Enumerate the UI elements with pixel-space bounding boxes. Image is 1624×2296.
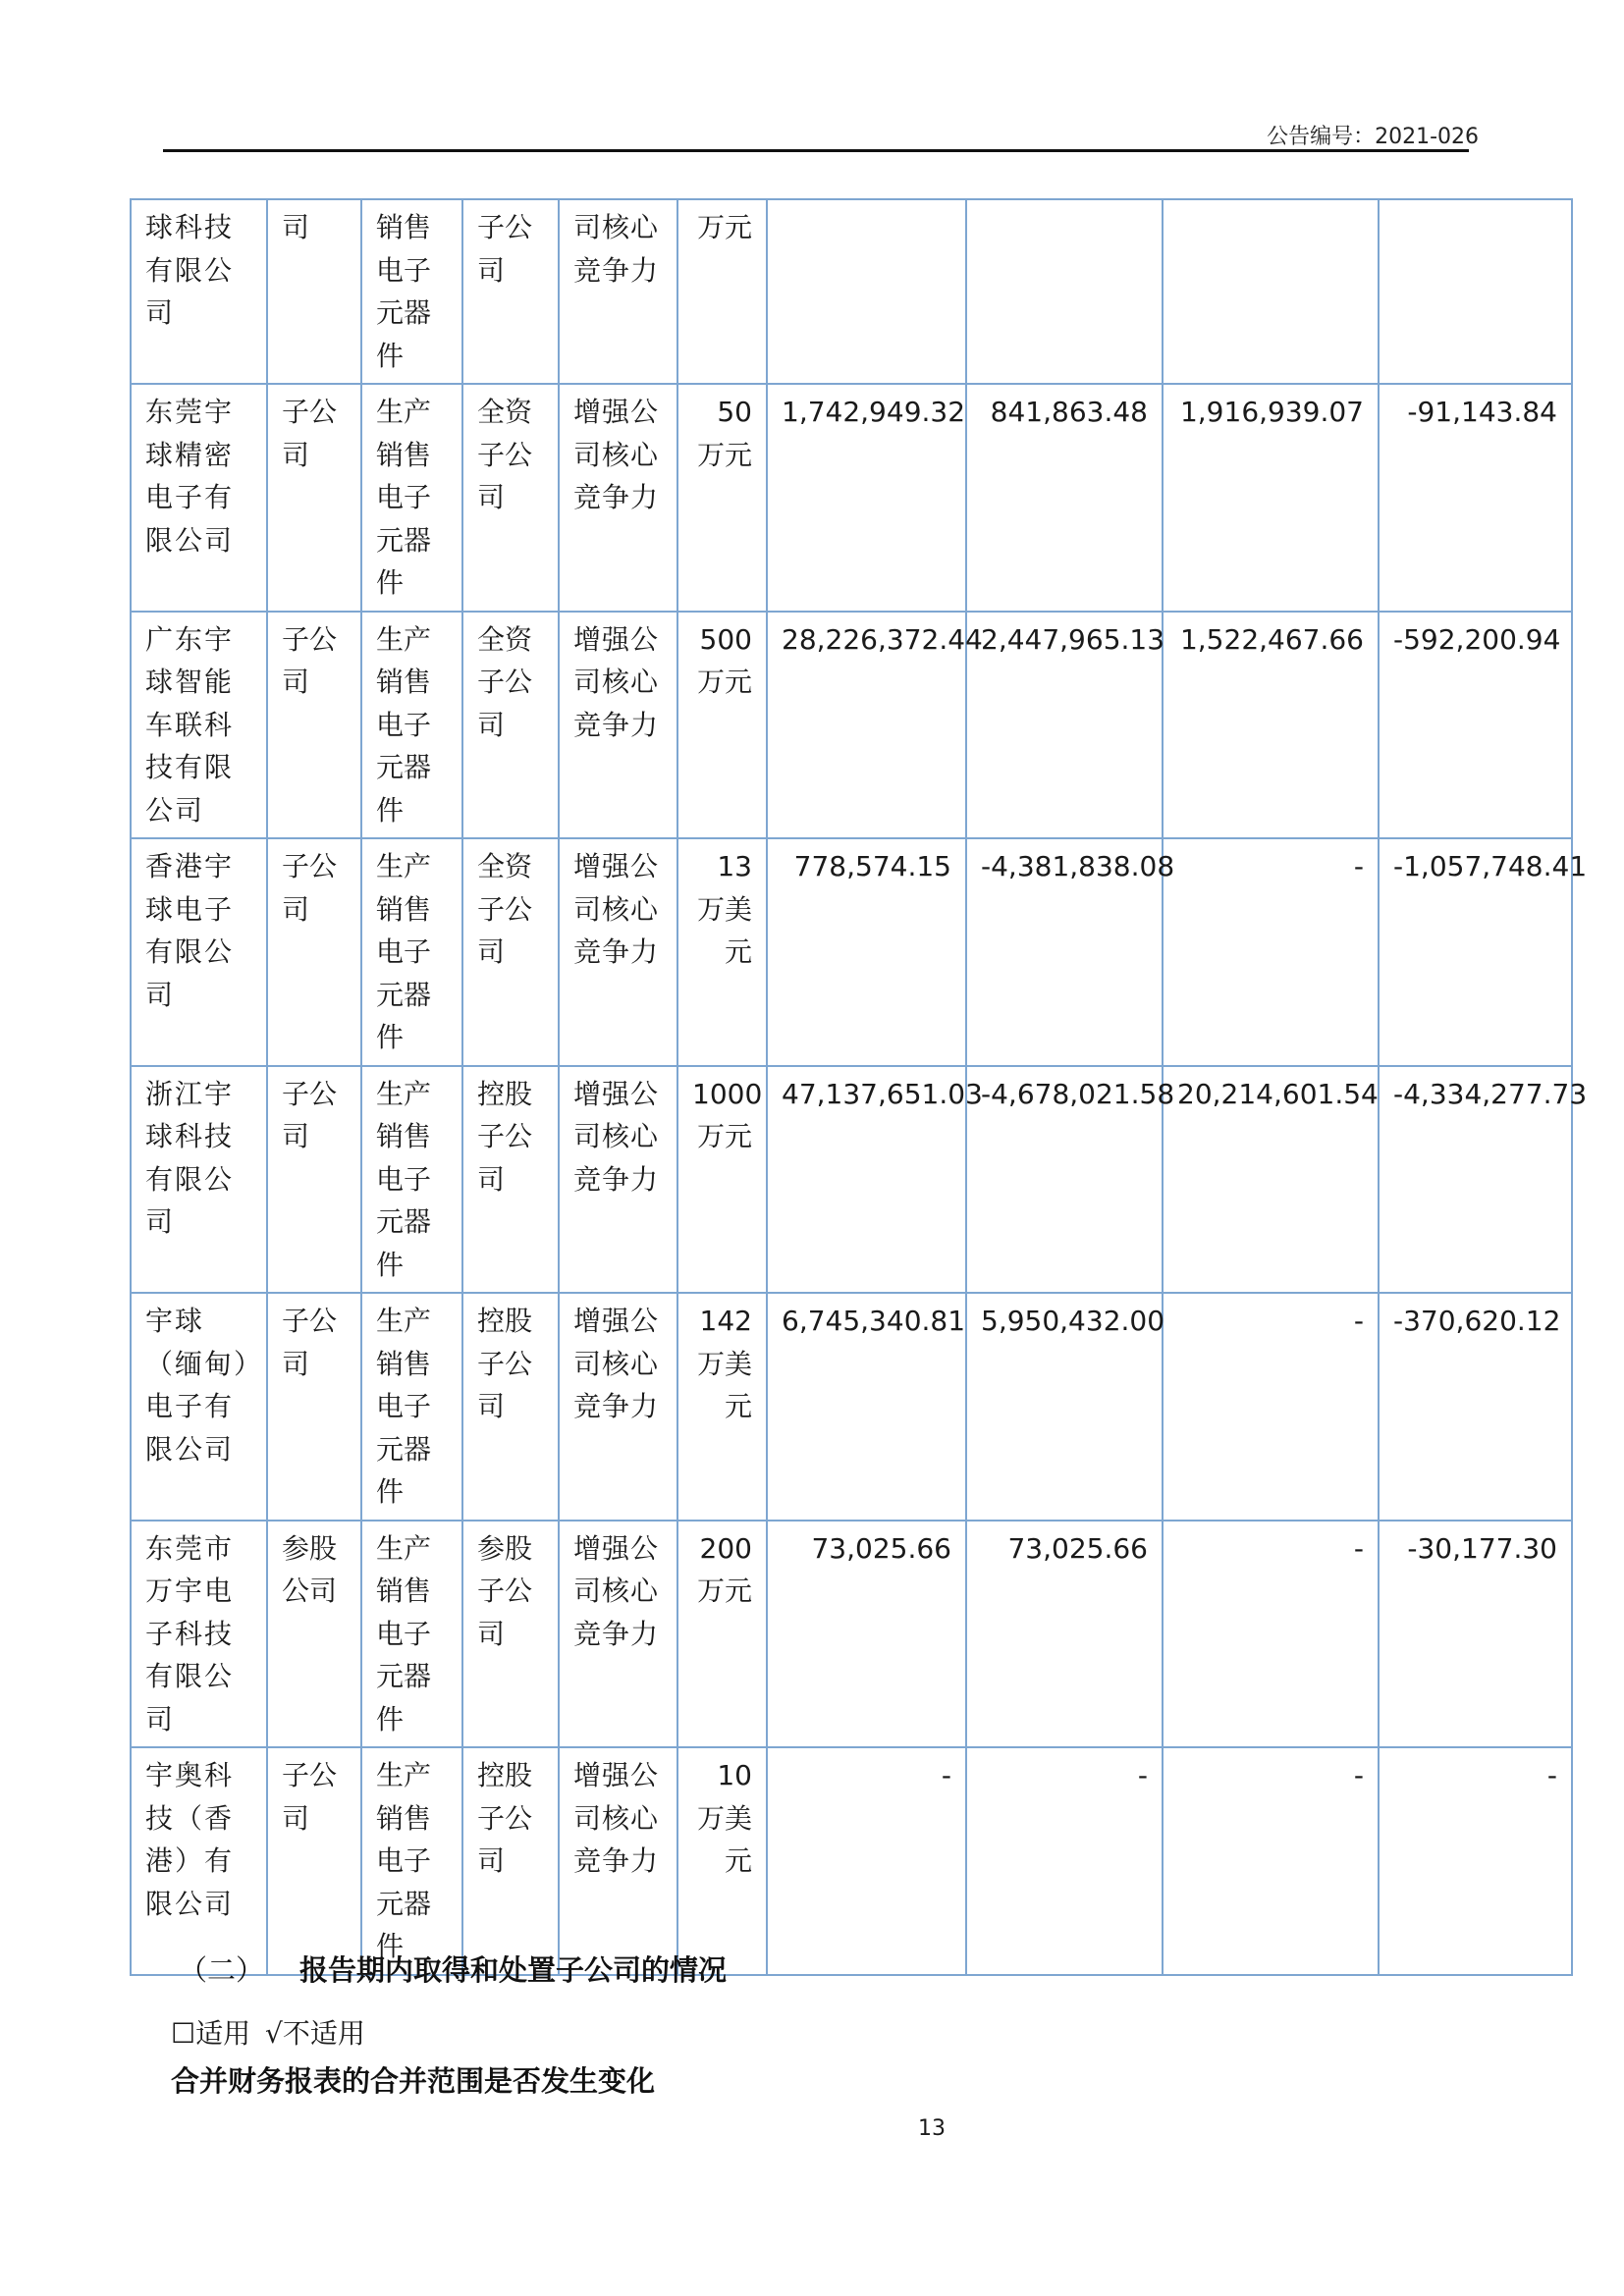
- holding-type-cell: 全资子公司: [462, 384, 559, 612]
- announcement-number: 公告编号：2021-026: [1267, 125, 1479, 149]
- company-name-cell: 宇球（缅甸）电子有限公司: [131, 1293, 267, 1521]
- holding-type-cell: 子公司: [462, 199, 559, 384]
- net-assets-cell: -: [966, 1747, 1163, 1975]
- registered-capital-cell: 1000万元: [677, 1066, 767, 1294]
- header-divider: [163, 149, 1469, 152]
- relation-type-cell: 参股公司: [267, 1521, 361, 1748]
- registered-capital-cell: 500万元: [677, 612, 767, 839]
- section-number: （二）: [179, 1953, 265, 1987]
- total-assets-cell: 778,574.15: [767, 838, 966, 1066]
- registered-capital-cell: 13万美元: [677, 838, 767, 1066]
- net-assets-cell: 5,950,432.00: [966, 1293, 1163, 1521]
- net-profit-cell: -: [1379, 1747, 1572, 1975]
- holding-type-cell: 全资子公司: [462, 838, 559, 1066]
- consolidation-question: 合并财务报表的合并范围是否发生变化: [171, 2064, 656, 2098]
- revenue-cell: -: [1163, 838, 1379, 1066]
- purpose-cell: 增强公司核心竞争力: [559, 1521, 677, 1748]
- relation-type-cell: 子公司: [267, 1747, 361, 1975]
- net-profit-cell: -4,334,277.73: [1379, 1066, 1572, 1294]
- table-row: [131, 838, 1572, 1066]
- relation-type-cell: 子公司: [267, 612, 361, 839]
- table-row: [131, 1521, 1572, 1748]
- purpose-cell: 增强公司核心竞争力: [559, 838, 677, 1066]
- page-number: 13: [918, 2116, 946, 2141]
- net-profit-cell: -1,057,748.41: [1379, 838, 1572, 1066]
- total-assets-cell: 28,226,372.44: [767, 612, 966, 839]
- net-profit-cell: -91,143.84: [1379, 384, 1572, 612]
- company-name-cell: 东莞宇球精密电子有限公司: [131, 384, 267, 612]
- revenue-cell: 20,214,601.54: [1163, 1066, 1379, 1294]
- business-cell: 生产销售电子元器件: [361, 838, 462, 1066]
- section-title: 报告期内取得和处置子公司的情况: [299, 1953, 728, 1987]
- net-profit-cell: [1379, 199, 1572, 384]
- total-assets-cell: 73,025.66: [767, 1521, 966, 1748]
- relation-type-cell: 司: [267, 199, 361, 384]
- company-name-cell: 东莞市万宇电子科技有限公司: [131, 1521, 267, 1748]
- revenue-cell: 1,522,467.66: [1163, 612, 1379, 839]
- relation-type-cell: 子公司: [267, 1293, 361, 1521]
- net-assets-cell: 2,447,965.13: [966, 612, 1163, 839]
- revenue-cell: 1,916,939.07: [1163, 384, 1379, 612]
- net-assets-cell: -4,381,838.08: [966, 838, 1163, 1066]
- table-row: [131, 1293, 1572, 1521]
- purpose-cell: 增强公司核心竞争力: [559, 612, 677, 839]
- revenue-cell: [1163, 199, 1379, 384]
- revenue-cell: -: [1163, 1293, 1379, 1521]
- purpose-cell: 增强公司核心竞争力: [559, 1293, 677, 1521]
- purpose-cell: 增强公司核心竞争力: [559, 1066, 677, 1294]
- holding-type-cell: 参股子公司: [462, 1521, 559, 1748]
- table-row: [131, 1066, 1572, 1294]
- purpose-cell: 司核心竞争力: [559, 199, 677, 384]
- registered-capital-cell: 10万美元: [677, 1747, 767, 1975]
- business-cell: 生产销售电子元器件: [361, 1521, 462, 1748]
- registered-capital-cell: 142万美元: [677, 1293, 767, 1521]
- relation-type-cell: 子公司: [267, 384, 361, 612]
- holding-type-cell: 控股子公司: [462, 1747, 559, 1975]
- total-assets-cell: -: [767, 1747, 966, 1975]
- relation-type-cell: 子公司: [267, 1066, 361, 1294]
- company-name-cell: 香港宇球电子有限公司: [131, 838, 267, 1066]
- net-assets-cell: 73,025.66: [966, 1521, 1163, 1748]
- option-applicable: ☐适用: [171, 2017, 251, 2050]
- total-assets-cell: [767, 199, 966, 384]
- table-row: [131, 384, 1572, 612]
- total-assets-cell: 1,742,949.32: [767, 384, 966, 612]
- applicability-options: [171, 2012, 371, 2052]
- holding-type-cell: 控股子公司: [462, 1293, 559, 1521]
- business-cell: 销售电子元器件: [361, 199, 462, 384]
- purpose-cell: 增强公司核心竞争力: [559, 1747, 677, 1975]
- business-cell: 生产销售电子元器件: [361, 1066, 462, 1294]
- company-name-cell: 球科技有限公司: [131, 199, 267, 384]
- revenue-cell: -: [1163, 1521, 1379, 1748]
- business-cell: 生产销售电子元器件: [361, 384, 462, 612]
- net-assets-cell: 841,863.48: [966, 384, 1163, 612]
- revenue-cell: -: [1163, 1747, 1379, 1975]
- table-row: [131, 1747, 1572, 1975]
- company-name-cell: 广东宇球智能车联科技有限公司: [131, 612, 267, 839]
- business-cell: 生产销售电子元器件: [361, 612, 462, 839]
- holding-type-cell: 控股子公司: [462, 1066, 559, 1294]
- relation-type-cell: 子公司: [267, 838, 361, 1066]
- subsidiary-table: [130, 198, 1588, 1976]
- total-assets-cell: 6,745,340.81: [767, 1293, 966, 1521]
- purpose-cell: 增强公司核心竞争力: [559, 384, 677, 612]
- net-assets-cell: [966, 199, 1163, 384]
- net-profit-cell: -592,200.94: [1379, 612, 1572, 839]
- table-row: [131, 612, 1572, 839]
- net-profit-cell: -370,620.12: [1379, 1293, 1572, 1521]
- business-cell: 生产销售电子元器件: [361, 1293, 462, 1521]
- net-assets-cell: -4,678,021.58: [966, 1066, 1163, 1294]
- company-name-cell: 宇奥科技（香港）有限公司: [131, 1747, 267, 1975]
- registered-capital-cell: 万元: [677, 199, 767, 384]
- company-name-cell: 浙江宇球科技有限公司: [131, 1066, 267, 1294]
- option-not-applicable: √不适用: [265, 2017, 365, 2050]
- total-assets-cell: 47,137,651.03: [767, 1066, 966, 1294]
- holding-type-cell: 全资子公司: [462, 612, 559, 839]
- section-heading: [179, 1949, 727, 1989]
- registered-capital-cell: 50万元: [677, 384, 767, 612]
- business-cell: 生产销售电子元器件: [361, 1747, 462, 1975]
- table-row: [131, 199, 1572, 384]
- registered-capital-cell: 200万元: [677, 1521, 767, 1748]
- net-profit-cell: -30,177.30: [1379, 1521, 1572, 1748]
